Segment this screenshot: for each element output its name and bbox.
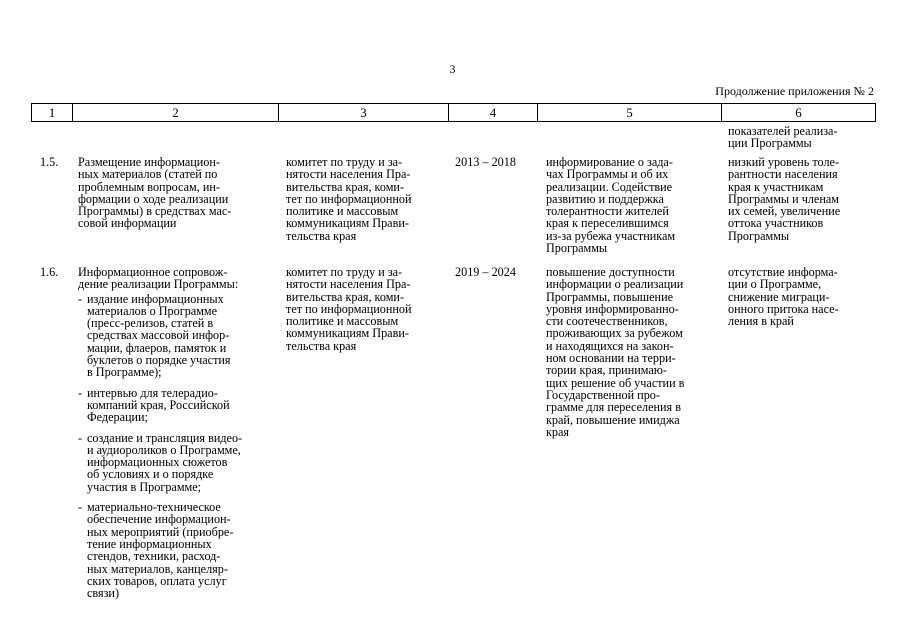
result-text: информирование о зада- чах Программы и об их реализации. Содействие развитию и поддержка толерантности жителей края к переселившимся из-за рубежа участникам Программы [546,155,676,256]
row-number-text: 1.6. [40,265,59,279]
carryover-col6 [728,125,878,150]
header-col-4: 4 [449,104,538,121]
list-item: - материально-техническое обеспечение информацион- ных мероприятий (приобре- тение информационных стендов, техники, расход- ных материалов, канцеляр- ских товаров, оплата услуг связи) [78,500,234,601]
header-col-1: 1 [32,104,73,121]
header-col-5: 5 [538,104,722,121]
measure-list [78,293,278,600]
list-item: - интервью для телерадио- компаний края, Российской Федерации; [78,385,230,425]
list-item-text: издание информационных материалов о Программе (пресс-релизов, статей в средствах массовой инфор- мации, флаеров, памяток и буклетов о порядке участия в Программе); [87,291,231,380]
list-item-text: интервью для телерадио- компаний края, Российской Федерации; [87,385,230,425]
appendix-continuation-label: Продолжение приложения № 2 [715,84,874,98]
list-item: - издание информационных материалов о Программе (пресс-релизов, статей в средствах массовой инфор- мации, флаеров, памяток и буклетов о порядке участия в Программе); [78,291,231,380]
measure-text: Информационное сопровож- дение реализации Программы: [78,265,239,292]
consequence-text: отсутствие информа- ции о Программе, снижение миграци- онного притока насе- ления в край [728,265,839,329]
carryover-text: показателей реализа- ции Программы [728,124,838,151]
page-number: 3 [449,62,456,76]
period-cell [455,156,539,168]
row-number [40,156,72,168]
executor-cell [286,156,446,242]
period-text: 2013 – 2018 [455,155,516,169]
consequence-text: низкий уровень толе- рантности населения края к участникам Программы и членам их семей, увеличение оттока участников Программы [728,155,841,243]
measure-cell [78,266,278,607]
period-cell [455,266,539,278]
result-cell [546,266,722,438]
executor-cell [286,266,446,352]
header-col-3: 3 [279,104,449,121]
list-item-text: материально-техническое обеспечение информацион- ных мероприятий (приобре- тение информационных стендов, техники, расход- ных материалов, канцеляр- ских товаров, оплата услуг связи) [87,500,234,601]
result-cell [546,156,722,254]
table-header-row [31,103,876,122]
header-col-6: 6 [795,105,802,120]
row-number-text: 1.5. [40,155,59,169]
executor-text: комитет по труду и за- нятости населения Пра- вительства края, коми- тет по информационной политике и массовым коммуникациям Прави- тельства края [286,265,412,353]
list-item: - создание и трансляция видео- и аудиороликов о Программе, информационных сюжетов об условиях и о порядке участия в Программе; [78,430,243,494]
row-number [40,266,72,278]
consequence-cell [728,156,878,242]
result-text: повышение доступности информации о реализации Программы, повышение уровня информированно- сти соотечественников, проживающих за рубежом и находящихся на закон- ном основании на терри- тории края, принимаю- щих решение об участии в Государственной про- грамме для переселения в край, повышение имиджа края [546,265,685,439]
executor-text: комитет по труду и за- нятости населения Пра- вительства края, коми- тет по информационной политике и массовым коммуникациям Прави- тельства края [286,155,412,243]
header-col-2: 2 [73,104,279,121]
measure-text: Размещение информацион- ных материалов (статей по проблемным вопросам, ин- формации о ходе реализации Программы) в средствах мас- совой информации [78,155,232,231]
list-item-text: создание и трансляция видео- и аудиороликов о Программе, информационных сюжетов об условиях и о порядке участия в Программе; [87,430,243,494]
period-text: 2019 – 2024 [455,265,516,279]
consequence-cell [728,266,878,327]
measure-cell [78,156,258,230]
